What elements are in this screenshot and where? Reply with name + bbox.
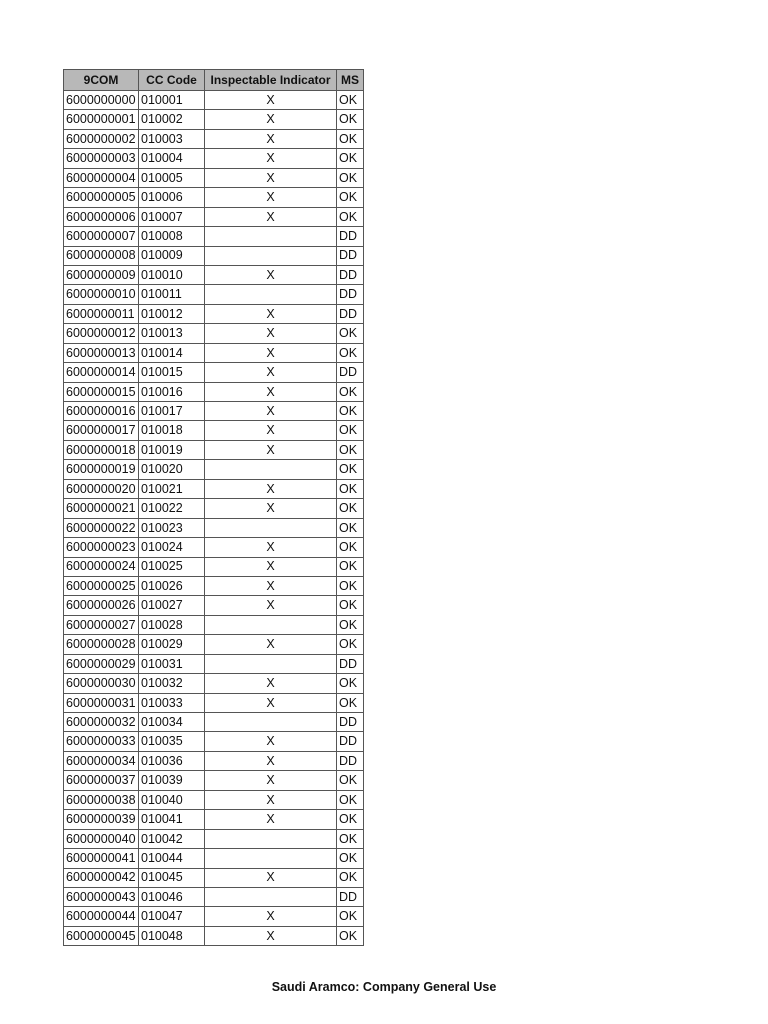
table-row — [64, 771, 364, 790]
table-row — [64, 479, 364, 498]
cell-ms: OK — [337, 479, 364, 498]
cell-9com: 6000000041 — [64, 849, 139, 868]
cell-ms: OK — [337, 518, 364, 537]
cell-9com: 6000000024 — [64, 557, 139, 576]
cell-ms: DD — [337, 265, 364, 284]
table-row — [64, 829, 364, 848]
table-row — [64, 596, 364, 615]
cell-inspectable-indicator: X — [205, 207, 337, 226]
cell-9com: 6000000008 — [64, 246, 139, 265]
cell-cc-code: 010029 — [139, 635, 205, 654]
table-row — [64, 518, 364, 537]
table-row — [64, 188, 364, 207]
cell-9com: 6000000007 — [64, 227, 139, 246]
header-inspectable-indicator: Inspectable Indicator — [205, 70, 337, 91]
cell-ms: OK — [337, 557, 364, 576]
table-row — [64, 868, 364, 887]
cell-cc-code: 010007 — [139, 207, 205, 226]
cell-9com: 6000000034 — [64, 751, 139, 770]
table-row — [64, 363, 364, 382]
cell-cc-code: 010002 — [139, 110, 205, 129]
cell-inspectable-indicator: X — [205, 771, 337, 790]
cell-cc-code: 010025 — [139, 557, 205, 576]
cell-inspectable-indicator — [205, 615, 337, 634]
table-row — [64, 402, 364, 421]
cell-inspectable-indicator: X — [205, 596, 337, 615]
table-row — [64, 460, 364, 479]
cell-9com: 6000000023 — [64, 538, 139, 557]
cell-cc-code: 010004 — [139, 149, 205, 168]
cell-inspectable-indicator: X — [205, 149, 337, 168]
cell-9com: 6000000014 — [64, 363, 139, 382]
cell-cc-code: 010001 — [139, 91, 205, 110]
cell-inspectable-indicator — [205, 713, 337, 732]
cell-inspectable-indicator: X — [205, 363, 337, 382]
table-row — [64, 849, 364, 868]
cell-ms: OK — [337, 771, 364, 790]
table-row — [64, 790, 364, 809]
cell-cc-code: 010045 — [139, 868, 205, 887]
cell-cc-code: 010008 — [139, 227, 205, 246]
cell-cc-code: 010041 — [139, 810, 205, 829]
cell-cc-code: 010011 — [139, 285, 205, 304]
cell-ms: OK — [337, 829, 364, 848]
cell-inspectable-indicator: X — [205, 265, 337, 284]
cell-inspectable-indicator: X — [205, 693, 337, 712]
cell-ms: OK — [337, 674, 364, 693]
cell-9com: 6000000009 — [64, 265, 139, 284]
cell-cc-code: 010047 — [139, 907, 205, 926]
cell-9com: 6000000038 — [64, 790, 139, 809]
cell-ms: OK — [337, 382, 364, 401]
cell-9com: 6000000040 — [64, 829, 139, 848]
table-row — [64, 324, 364, 343]
cell-ms: OK — [337, 324, 364, 343]
cell-cc-code: 010048 — [139, 926, 205, 945]
table-row — [64, 440, 364, 459]
cell-inspectable-indicator: X — [205, 168, 337, 187]
cell-inspectable-indicator: X — [205, 499, 337, 518]
cell-cc-code: 010010 — [139, 265, 205, 284]
table-body — [64, 91, 364, 946]
cell-9com: 6000000017 — [64, 421, 139, 440]
header-9com: 9COM — [64, 70, 139, 91]
cell-ms: OK — [337, 810, 364, 829]
cell-9com: 6000000027 — [64, 615, 139, 634]
cell-cc-code: 010017 — [139, 402, 205, 421]
cell-ms: OK — [337, 129, 364, 148]
table-row — [64, 129, 364, 148]
cell-9com: 6000000002 — [64, 129, 139, 148]
cell-9com: 6000000025 — [64, 576, 139, 595]
cell-inspectable-indicator: X — [205, 188, 337, 207]
table-row — [64, 110, 364, 129]
cell-cc-code: 010023 — [139, 518, 205, 537]
table-row — [64, 538, 364, 557]
cell-inspectable-indicator: X — [205, 421, 337, 440]
cell-9com: 6000000019 — [64, 460, 139, 479]
cell-9com: 6000000022 — [64, 518, 139, 537]
table-row — [64, 285, 364, 304]
cell-cc-code: 010036 — [139, 751, 205, 770]
cell-ms: DD — [337, 304, 364, 323]
cell-cc-code: 010031 — [139, 654, 205, 673]
cell-inspectable-indicator: X — [205, 440, 337, 459]
cell-cc-code: 010014 — [139, 343, 205, 362]
cell-ms: DD — [337, 887, 364, 906]
cell-cc-code: 010021 — [139, 479, 205, 498]
cell-9com: 6000000013 — [64, 343, 139, 362]
table-row — [64, 265, 364, 284]
cell-9com: 6000000000 — [64, 91, 139, 110]
table-row — [64, 732, 364, 751]
cell-ms: OK — [337, 149, 364, 168]
table-row — [64, 91, 364, 110]
cell-9com: 6000000039 — [64, 810, 139, 829]
table-row — [64, 926, 364, 945]
cell-inspectable-indicator: X — [205, 926, 337, 945]
table-row — [64, 810, 364, 829]
header-ms: MS — [337, 70, 364, 91]
cell-cc-code: 010033 — [139, 693, 205, 712]
cell-ms: OK — [337, 188, 364, 207]
cell-9com: 6000000010 — [64, 285, 139, 304]
cell-ms: OK — [337, 207, 364, 226]
cell-ms: OK — [337, 91, 364, 110]
cell-9com: 6000000016 — [64, 402, 139, 421]
table-row — [64, 246, 364, 265]
header-row — [64, 70, 364, 91]
cell-inspectable-indicator — [205, 227, 337, 246]
table-row — [64, 635, 364, 654]
cell-9com: 6000000015 — [64, 382, 139, 401]
cell-cc-code: 010024 — [139, 538, 205, 557]
cell-inspectable-indicator: X — [205, 324, 337, 343]
cell-inspectable-indicator: X — [205, 304, 337, 323]
cell-inspectable-indicator: X — [205, 382, 337, 401]
table-row — [64, 576, 364, 595]
cell-cc-code: 010012 — [139, 304, 205, 323]
cell-inspectable-indicator — [205, 887, 337, 906]
footer-classification: Saudi Aramco: Company General Use — [271, 980, 497, 994]
table-row — [64, 421, 364, 440]
table-row — [64, 615, 364, 634]
cell-9com: 6000000032 — [64, 713, 139, 732]
cell-cc-code: 010028 — [139, 615, 205, 634]
cell-ms: OK — [337, 110, 364, 129]
cell-inspectable-indicator: X — [205, 907, 337, 926]
cell-ms: OK — [337, 907, 364, 926]
cell-ms: DD — [337, 246, 364, 265]
cell-ms: OK — [337, 635, 364, 654]
cell-9com: 6000000031 — [64, 693, 139, 712]
cell-cc-code: 010035 — [139, 732, 205, 751]
cell-inspectable-indicator: X — [205, 674, 337, 693]
cell-ms: OK — [337, 168, 364, 187]
cell-9com: 6000000026 — [64, 596, 139, 615]
cell-9com: 6000000030 — [64, 674, 139, 693]
cell-cc-code: 010027 — [139, 596, 205, 615]
cell-cc-code: 010046 — [139, 887, 205, 906]
header-cc-code: CC Code — [139, 70, 205, 91]
cell-ms: OK — [337, 596, 364, 615]
table-row — [64, 751, 364, 770]
cell-cc-code: 010009 — [139, 246, 205, 265]
cell-inspectable-indicator: X — [205, 91, 337, 110]
cell-cc-code: 010034 — [139, 713, 205, 732]
cell-inspectable-indicator: X — [205, 343, 337, 362]
cell-inspectable-indicator: X — [205, 751, 337, 770]
cell-ms: OK — [337, 402, 364, 421]
cell-ms: OK — [337, 849, 364, 868]
table-row — [64, 227, 364, 246]
cell-ms: OK — [337, 868, 364, 887]
cell-9com: 6000000011 — [64, 304, 139, 323]
cell-cc-code: 010005 — [139, 168, 205, 187]
cell-cc-code: 010015 — [139, 363, 205, 382]
cell-cc-code: 010020 — [139, 460, 205, 479]
table-row — [64, 887, 364, 906]
cell-cc-code: 010042 — [139, 829, 205, 848]
cell-inspectable-indicator: X — [205, 732, 337, 751]
table-row — [64, 149, 364, 168]
cell-ms: DD — [337, 654, 364, 673]
cell-inspectable-indicator: X — [205, 110, 337, 129]
cell-inspectable-indicator: X — [205, 129, 337, 148]
cell-cc-code: 010022 — [139, 499, 205, 518]
cell-9com: 6000000033 — [64, 732, 139, 751]
cell-9com: 6000000028 — [64, 635, 139, 654]
table-row — [64, 713, 364, 732]
cell-ms: DD — [337, 363, 364, 382]
cell-ms: OK — [337, 615, 364, 634]
cell-9com: 6000000012 — [64, 324, 139, 343]
cell-inspectable-indicator: X — [205, 810, 337, 829]
cell-inspectable-indicator: X — [205, 538, 337, 557]
table-row — [64, 382, 364, 401]
cell-cc-code: 010006 — [139, 188, 205, 207]
cell-cc-code: 010016 — [139, 382, 205, 401]
cell-ms: DD — [337, 732, 364, 751]
cell-ms: OK — [337, 538, 364, 557]
cell-inspectable-indicator: X — [205, 790, 337, 809]
cell-inspectable-indicator — [205, 518, 337, 537]
cell-ms: OK — [337, 460, 364, 479]
table-row — [64, 907, 364, 926]
table-row — [64, 674, 364, 693]
cell-cc-code: 010019 — [139, 440, 205, 459]
cell-9com: 6000000018 — [64, 440, 139, 459]
cell-inspectable-indicator — [205, 460, 337, 479]
cell-cc-code: 010040 — [139, 790, 205, 809]
cell-9com: 6000000001 — [64, 110, 139, 129]
cell-9com: 6000000029 — [64, 654, 139, 673]
cell-inspectable-indicator: X — [205, 635, 337, 654]
table-row — [64, 499, 364, 518]
cell-9com: 6000000045 — [64, 926, 139, 945]
cell-inspectable-indicator: X — [205, 479, 337, 498]
table-row — [64, 557, 364, 576]
cell-cc-code: 010018 — [139, 421, 205, 440]
cell-9com: 6000000020 — [64, 479, 139, 498]
cell-9com: 6000000003 — [64, 149, 139, 168]
cell-9com: 6000000043 — [64, 887, 139, 906]
cell-inspectable-indicator — [205, 654, 337, 673]
cell-cc-code: 010032 — [139, 674, 205, 693]
data-table — [63, 69, 364, 946]
cell-9com: 6000000006 — [64, 207, 139, 226]
cell-ms: OK — [337, 790, 364, 809]
cell-cc-code: 010003 — [139, 129, 205, 148]
table-row — [64, 168, 364, 187]
cell-inspectable-indicator — [205, 246, 337, 265]
cell-cc-code: 010044 — [139, 849, 205, 868]
cell-ms: OK — [337, 926, 364, 945]
table-row — [64, 654, 364, 673]
cell-cc-code: 010013 — [139, 324, 205, 343]
cell-ms: DD — [337, 227, 364, 246]
cell-ms: OK — [337, 421, 364, 440]
cell-9com: 6000000042 — [64, 868, 139, 887]
cell-ms: DD — [337, 713, 364, 732]
cell-ms: OK — [337, 499, 364, 518]
cell-inspectable-indicator — [205, 849, 337, 868]
cell-inspectable-indicator: X — [205, 868, 337, 887]
cell-ms: DD — [337, 751, 364, 770]
cell-inspectable-indicator — [205, 829, 337, 848]
cell-ms: DD — [337, 285, 364, 304]
cell-9com: 6000000005 — [64, 188, 139, 207]
cell-ms: OK — [337, 693, 364, 712]
table-row — [64, 693, 364, 712]
table-row — [64, 343, 364, 362]
cell-9com: 6000000004 — [64, 168, 139, 187]
cell-9com: 6000000044 — [64, 907, 139, 926]
cell-inspectable-indicator: X — [205, 576, 337, 595]
cell-ms: OK — [337, 576, 364, 595]
cell-9com: 6000000037 — [64, 771, 139, 790]
cell-inspectable-indicator — [205, 285, 337, 304]
cell-9com: 6000000021 — [64, 499, 139, 518]
table-row — [64, 207, 364, 226]
cell-inspectable-indicator: X — [205, 557, 337, 576]
cell-ms: OK — [337, 440, 364, 459]
cell-cc-code: 010026 — [139, 576, 205, 595]
table-row — [64, 304, 364, 323]
cell-inspectable-indicator: X — [205, 402, 337, 421]
cell-cc-code: 010039 — [139, 771, 205, 790]
cell-ms: OK — [337, 343, 364, 362]
